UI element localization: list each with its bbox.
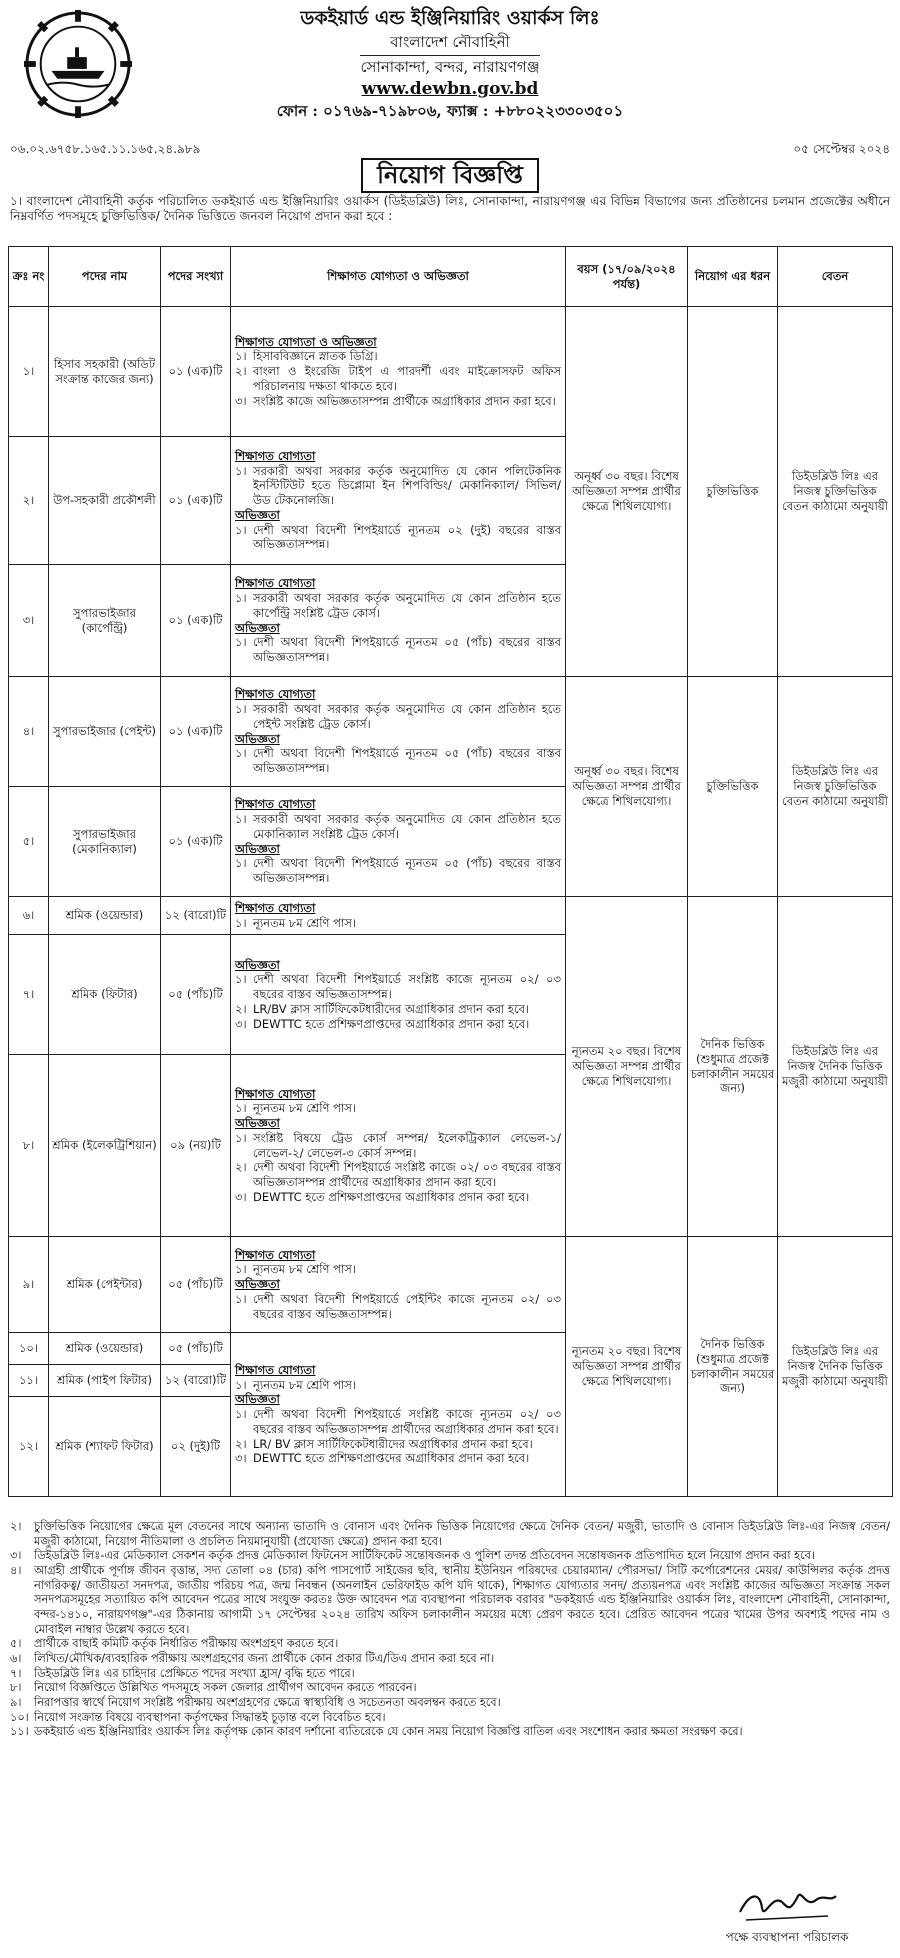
row-post-count: ০১ (এক)টি: [161, 565, 231, 677]
appointment-type-cell: দৈনিক ভিত্তিক (শুধুমাত্র প্রজেক্ট চলাকালীন সময়ের জন্য): [688, 897, 778, 1237]
header-qualification: শিক্ষাগত যোগ্যতা ও অভিজ্ঞতা: [231, 247, 566, 307]
header-appointment-type: নিয়োগ এর ধরন: [688, 247, 778, 307]
qualification-item-text: সংশ্লিষ্ট কাজে অভিজ্ঞতাসম্পন্ন প্রার্থীকে অগ্রাধিকার প্রদান করা হবে।: [253, 393, 556, 408]
qualification-heading: শিক্ষাগত যোগ্যতা: [235, 576, 316, 591]
qualification-item-text: দেশী অথবা বিদেশী শিপইয়ার্ডে সংশ্লিষ্ট কাজে ন্যূনতম ০২/ ০৩ বছরের বাস্তব অভিজ্ঞতাসম্পন্ন।: [253, 972, 561, 1002]
qualification-item-text: ন্যূনতম ৮ম শ্রেণি পাস।: [253, 1262, 357, 1277]
qualification-item-number: ১।: [235, 1407, 247, 1422]
note-text: ডিইডব্লিউ লিঃ-এর মেডিক্যাল সেকশন কর্তৃক প্রদত্ত মেডিক্যাল ফিটনেস সার্টিফিকেট সন্তোষজনক ও পুলিশ তদন্ত প্রতিবেদন সন্তোষজনক প্রতিপাদিত হলে নিয়োগ প্রদান করা হবে।: [34, 1549, 815, 1563]
age-cell: অনূর্ধ্ব ৩০ বছর। বিশেষ অভিজ্ঞতা সম্পন্ন প্রার্থীর ক্ষেত্রে শিথিলযোগ্য।: [566, 307, 688, 677]
dew-logo-icon: [24, 10, 132, 118]
qualification-item: [235, 349, 561, 364]
qualification-item-number: ১।: [235, 522, 247, 537]
letterhead: [0, 0, 900, 122]
qualification-heading: অভিজ্ঞতা: [235, 1392, 280, 1407]
qualification-item-number: ৩।: [235, 1189, 247, 1204]
qualification-item-text: সরকারী অথবা সরকার কর্তৃক অনুমোদিত যে কোন প্রতিষ্ঠান হতে কার্পেন্ট্রি সংশ্লিষ্ট ট্রেড কোর্স।: [253, 591, 561, 620]
signature-block: [702, 1882, 872, 1946]
qualification-item-text: দেশী অথবা বিদেশী শিপইয়ার্ডে সংশ্লিষ্ট কাজে ন্যূনতম ০২/ ০৩ বছরের বাস্তব অভিজ্ঞতাসম্পন্ন প্রার্থীদের অগ্রাধিকার প্রদান করা হবে।: [253, 1407, 561, 1436]
qualification-heading: অভিজ্ঞতা: [235, 1277, 280, 1292]
row-post-name: শ্রমিক (ইলেকট্রিশিয়ান): [49, 1055, 161, 1237]
qualification-heading: অভিজ্ঞতা: [235, 841, 280, 856]
row-post-count: ০২ (দুই)টি: [161, 1397, 231, 1497]
qualification-item-number: ২।: [235, 1160, 247, 1175]
qualification-item-number: ১।: [235, 702, 247, 717]
note-text: নিয়োগ বিজ্ঞপ্তিতে উল্লিখিত পদসমূহে সকল জেলার প্রার্থীগণ আবেদন করতে পারবেন।: [34, 1681, 417, 1695]
qualification-heading: অভিজ্ঞতা: [235, 957, 280, 972]
header-post-name: পদের নাম: [49, 247, 161, 307]
qualification-item: [235, 1378, 561, 1393]
qualification-heading: শিক্ষাগত যোগ্যতা: [235, 1086, 316, 1101]
row-qualification: [231, 787, 566, 897]
row-post-count: ০৫ (পাঁচ)টি: [161, 1237, 231, 1333]
row-qualification: [231, 1055, 566, 1237]
qualification-item: [235, 856, 561, 885]
appointment-type-cell: দৈনিক ভিত্তিক (শুধুমাত্র প্রজেক্ট চলাকালীন সময়ের জন্য): [688, 1237, 778, 1497]
row-post-count: ০১ (এক)টি: [161, 787, 231, 897]
note-text: ডকইয়ার্ড এন্ড ইঞ্জিনিয়ারিং ওয়ার্কস লিঃ কর্তৃপক্ষ কোন কারণ দর্শানো ব্যতিরেকে যে কোন সময় নিয়োগ বিজ্ঞপ্তি বাতিল এবং সংশোধন করার ক্ষমতা সংরক্ষণ করে।: [34, 1725, 743, 1739]
qualification-item-number: ২।: [235, 1436, 247, 1451]
row-serial: ৩।: [9, 565, 49, 677]
note-number: ৫।: [10, 1637, 22, 1651]
row-post-name: সুপারভাইজার (কার্পেন্ট্রি): [49, 565, 161, 677]
qualification-item-text: সরকারী অথবা সরকার কর্তৃক অনুমোদিত যে কোন প্রতিষ্ঠান হতে মেকানিক্যাল সংশ্লিষ্ট ট্রেড কোর্স।: [253, 812, 561, 841]
qualification-item-text: দেশী অথবা বিদেশী শিপইয়ার্ডে ন্যূনতম ০৫ (পাঁচ) বছরের বাস্তব অভিজ্ঞতাসম্পন্ন।: [253, 635, 561, 664]
row-post-count: ১২ (বারো)টি: [161, 1365, 231, 1397]
row-serial: ১১।: [9, 1365, 49, 1397]
row-qualification: [231, 307, 566, 437]
qualification-item: [235, 591, 561, 620]
age-cell: অনূর্ধ্ব ৩০ বছর। বিশেষ অভিজ্ঞতা সম্পন্ন প্রার্থীর ক্ষেত্রে শিথিলযোগ্য।: [566, 677, 688, 897]
qualification-item-text: DEWTTC হতে প্রশিক্ষণপ্রাপ্তদের অগ্রাধিকার প্রদান করা হবে।: [253, 1451, 530, 1466]
age-cell: ন্যূনতম ২০ বছর। বিশেষ অভিজ্ঞতা সম্পন্ন প্রার্থীর ক্ষেত্রে শিথিলযোগ্য।: [566, 1237, 688, 1497]
qualification-item-number: ১।: [235, 1130, 247, 1145]
qualification-item-number: ১।: [235, 915, 247, 930]
qualification-item: [235, 1131, 561, 1160]
qualification-item: [235, 972, 561, 1001]
row-post-count: ০১ (এক)টি: [161, 677, 231, 787]
qualification-item: [235, 812, 561, 841]
website-link[interactable]: www.dewbn.gov.bd: [361, 78, 539, 99]
qualification-item-number: ৩।: [235, 1451, 247, 1466]
row-qualification: [231, 897, 566, 935]
row-serial: ৬।: [9, 897, 49, 935]
row-post-name: শ্রমিক (পেইন্টার): [49, 1237, 161, 1333]
qualification-item-number: ১।: [235, 1262, 247, 1277]
qualification-item: [235, 1101, 561, 1116]
qualification-item: [235, 1002, 561, 1017]
signature-icon: [732, 1882, 842, 1926]
salary-cell: ডিইডব্লিউ লিঃ এর নিজস্ব চুক্তিভিত্তিক বেতন কাঠামো অনুযায়ী: [778, 307, 893, 677]
header-age: বয়স (১৭/০৯/২০২৪ পর্যন্ত): [566, 247, 688, 307]
qualification-heading: অভিজ্ঞতা: [235, 731, 280, 746]
qualification-item: [235, 702, 561, 731]
qualification-item: [235, 523, 561, 552]
qualification-item-number: ২।: [235, 1001, 247, 1016]
qualification-item: [235, 1451, 561, 1466]
salary-cell: ডিইডব্লিউ লিঃ এর নিজস্ব চুক্তিভিত্তিক বেতন কাঠামো অনুযায়ী: [778, 677, 893, 897]
qualification-item-text: দেশী অথবা বিদেশী শিপইয়ার্ডে ন্যূনতম ০২ (দুই) বছরের বাস্তব অভিজ্ঞতাসম্পন্ন।: [253, 522, 561, 552]
note-item: [10, 1667, 890, 1682]
row-qualification: [231, 565, 566, 677]
qualification-item-text: দেশী অথবা বিদেশী শিপইয়ার্ডে সংশ্লিষ্ট কাজে ০২/ ০৩ বছরের বাস্তব অভিজ্ঞতাসম্পন্ন প্রার্থীদের অগ্রাধিকার প্রদান করা হবে।: [253, 1160, 561, 1189]
qualification-item: [235, 1262, 561, 1277]
note-item: [10, 1725, 890, 1740]
qualification-item-text: LR/BV ক্লাস সার্টিফিকেটধারীদের অগ্রাধিকার প্রদান করা হবে।: [253, 1001, 530, 1016]
row-post-name: সুপারভাইজার (পেইন্ট): [49, 677, 161, 787]
qualification-item-text: বাংলা ও ইংরেজি টাইপ এ পারদর্শী এবং মাইক্রোসফট অফিস পরিচালনায় দক্ষতা থাকতে হবে।: [253, 364, 561, 393]
qualification-item: [235, 464, 561, 508]
qualification-item: [235, 1190, 561, 1205]
qualification-item-text: LR/ BV ক্লাস সার্টিফিকেটধারীদের অগ্রাধিকার প্রদান করা হবে।: [253, 1436, 533, 1451]
qualification-item: [235, 1017, 561, 1032]
row-post-name: শ্রমিক (ওয়েন্ডার): [49, 897, 161, 935]
qualification-heading: অভিজ্ঞতা: [235, 507, 280, 522]
memo-number: ০৬.০২.৬৭৫৮.১৬৫.১১.১৬৫.২৪.৯৮৯: [10, 142, 201, 156]
row-qualification: [231, 1333, 566, 1497]
row-serial: ৭।: [9, 935, 49, 1055]
qualification-item-number: ১।: [235, 349, 247, 364]
row-serial: ১২।: [9, 1397, 49, 1497]
row-post-name: উপ-সহকারী প্রকৌশলী: [49, 437, 161, 565]
note-number: ৪।: [10, 1564, 22, 1578]
row-qualification: [231, 677, 566, 787]
qualification-item: [235, 1160, 561, 1189]
note-number: ৩।: [10, 1549, 22, 1563]
row-post-name: শ্রমিক (ফিটার): [49, 935, 161, 1055]
qualification-item: [235, 394, 561, 409]
intro-paragraph: ১। বাংলাদেশ নৌবাহিনী কর্তৃক পরিচালিত ডকইয়ার্ড এন্ড ইঞ্জিনিয়ারিং ওয়ার্কস (ডিইডব্লিউ) লিঃ, সোনাকান্দা, নারায়ণগঞ্জ এর বিভিন্ন বিভাগের জন্য প্রতিষ্ঠানের চলমান প্রজেক্টের অধীনে নিম্নবর্ণিত পদসমূহে চুক্তিভিত্তিক/ দৈনিক ভিত্তিতে জনবল নিয়োগ প্রদান করা হবে :: [10, 194, 890, 224]
row-serial: ৫।: [9, 787, 49, 897]
row-post-name: হিসাব সহকারী (অডিট সংক্রান্ত কাজের জন্য): [49, 307, 161, 437]
notice-title: নিয়োগ বিজ্ঞপ্তি: [361, 158, 539, 193]
note-text: লিখিত/মৌখিক/ব্যবহারিক পরীক্ষায় অংশগ্রহণের জন্য প্রার্থীকে কোন প্রকার টিএ/ডিএ প্রদান করা হবে না।: [34, 1652, 495, 1666]
address: সোনাকান্দা, বন্দর, নারায়ণগঞ্জ: [360, 55, 539, 77]
note-item: [10, 1681, 890, 1696]
row-post-name: শ্রমিক (ওয়েন্ডার): [49, 1333, 161, 1365]
qualification-heading: শিক্ষাগত যোগ্যতা: [235, 900, 316, 915]
note-item: [10, 1711, 890, 1726]
contact-phone: ফোন : ০১৭৬৯-৭১৯৮০৬, ফ্যাক্স : +৮৮০২২৩৩০৩৫০১: [276, 102, 624, 121]
qualification-item-text: ন্যূনতম ৮ম শ্রেণি পাস।: [253, 915, 357, 930]
table-header-row: [9, 247, 893, 307]
qualification-item-number: ১।: [235, 1101, 247, 1116]
signatory-title: পক্ষে ব্যবস্থাপনা পরিচালক: [725, 1930, 849, 1945]
table-row: [9, 1237, 893, 1333]
note-item: [10, 1549, 890, 1564]
qualification-heading: শিক্ষাগত যোগ্যতা ও অভিজ্ঞতা: [235, 334, 377, 349]
header-post-count: পদের সংখ্যা: [161, 247, 231, 307]
qualification-item-text: ন্যূনতম ৮ম শ্রেণি পাস।: [253, 1377, 357, 1392]
qualification-heading: অভিজ্ঞতা: [235, 1116, 280, 1131]
header-serial: ক্রঃ নং: [9, 247, 49, 307]
navy-name: বাংলাদেশ নৌবাহিনী: [390, 33, 510, 52]
qualification-item-number: ১।: [235, 635, 247, 650]
header-salary: বেতন: [778, 247, 893, 307]
row-serial: ৪।: [9, 677, 49, 787]
note-item: [10, 1520, 890, 1549]
qualification-item-number: ১।: [235, 1377, 247, 1392]
row-qualification: [231, 1237, 566, 1333]
qualification-item-number: ১।: [235, 746, 247, 761]
appointment-type-cell: চুক্তিভিত্তিক: [688, 307, 778, 677]
note-item: [10, 1652, 890, 1667]
row-post-count: ০৫ (পাঁচ)টি: [161, 935, 231, 1055]
qualification-item: [235, 1407, 561, 1436]
qualification-item-text: সংশ্লিষ্ট বিষয়ে ট্রেড কোর্স সম্পন্ন/ ইলেকট্রিক্যাল লেভেল-১/ লেভেল-২/ লেভেল-৩ কোর্স সম্পন্ন।: [253, 1130, 561, 1160]
row-serial: ১০।: [9, 1333, 49, 1365]
note-number: ৮।: [10, 1681, 22, 1695]
note-number: ৯।: [10, 1696, 22, 1710]
note-text: নিরাপত্তার স্বার্থে নিয়োগ সংশ্লিষ্ট পরীক্ষায় অংশগ্রহণের ক্ষেত্রে স্বাস্থ্যবিধি ও সচেতনতা অবলম্বন করতে হবে।: [34, 1696, 501, 1710]
row-post-name: শ্রমিক (শ্যাফট ফিটার): [49, 1397, 161, 1497]
qualification-item-text: দেশী অথবা বিদেশী শিপইয়ার্ডে পেইন্টিং কাজে ন্যূনতম ০২/ ০৩ বছরের বাস্তব অভিজ্ঞতাসম্পন্ন।: [253, 1291, 561, 1321]
qualification-item: [235, 364, 561, 393]
qualification-item-text: সরকারী অথবা সরকার কর্তৃক অনুমোদিত যে কোন পলিটেকনিক ইনস্টিটিউট হতে ডিপ্লোমা ইন শিপবিল্ডিং/ মেকানিক্যাল/ সিভিল/ উড টেকনোলজি।: [253, 463, 561, 508]
salary-cell: ডিইডব্লিউ লিঃ এর নিজস্ব দৈনিক ভিত্তিক মজুরী কাঠামো অনুযায়ী: [778, 897, 893, 1237]
row-post-count: ১২ (বারো)টি: [161, 897, 231, 935]
qualification-item: [235, 916, 561, 931]
note-item: [10, 1564, 890, 1637]
row-post-count: ০১ (এক)টি: [161, 437, 231, 565]
note-number: ৬।: [10, 1652, 22, 1666]
note-text: চুক্তিভিত্তিক নিয়োগের ক্ষেত্রে মূল বেতনের সাথে অন্যান্য ভাতাদি ও বোনাস এবং দৈনিক ভিত্তিক নিয়োগের ক্ষেত্রে দৈনিক বেতন/ মজুরী, ভাতাদি ও বোনাস ডিইডব্লিউ লিঃ-এর নিজস্ব বেতন/ মজুরী কাঠামো, নিয়োগ নীতিমালা ও প্রচলিত নিয়মানুযায়ী (প্রযোজ্য ক্ষেত্রে) প্রদান করা হবে।: [34, 1520, 890, 1548]
note-item: [10, 1696, 890, 1711]
qualification-heading: শিক্ষাগত যোগ্যতা: [235, 797, 316, 812]
qualification-item-text: DEWTTC হতে প্রশিক্ষণপ্রাপ্তদের অগ্রাধিকার প্রদান করা হবে।: [253, 1016, 530, 1031]
row-serial: ১।: [9, 307, 49, 437]
note-number: ৭।: [10, 1666, 22, 1680]
qualification-heading: শিক্ষাগত যোগ্যতা: [235, 687, 316, 702]
row-serial: ৮।: [9, 1055, 49, 1237]
note-text: নিয়োগ সংক্রান্ত বিষয়ে ব্যবস্থাপনা কর্তৃপক্ষের সিদ্ধান্তই চূড়ান্ত বলে বিবেচিত হবে।: [34, 1710, 386, 1724]
salary-cell: ডিইডব্লিউ লিঃ এর নিজস্ব দৈনিক ভিত্তিক মজুরী কাঠামো অনুযায়ী: [778, 1237, 893, 1497]
qualification-item-number: ১।: [235, 972, 247, 987]
note-text: প্রার্থীকে বাছাই কমিটি কর্তৃক নির্ধারিত পরীক্ষায় অংশগ্রহণ করতে হবে।: [34, 1637, 339, 1651]
qualification-item-number: ১।: [235, 591, 247, 606]
qualification-heading: শিক্ষাগত যোগ্যতা: [235, 448, 316, 463]
qualification-item-number: ৩।: [235, 393, 247, 408]
row-post-name: সুপারভাইজার (মেকানিক্যাল): [49, 787, 161, 897]
qualification-item-number: ১।: [235, 1291, 247, 1306]
qualification-item-text: দেশী অথবা বিদেশী শিপইয়ার্ডে ন্যূনতম ০৫ (পাঁচ) বছরের বাস্তব অভিজ্ঞতাসম্পন্ন।: [253, 746, 561, 775]
note-item: [10, 1637, 890, 1652]
row-post-count: ০৯ (নয়)টি: [161, 1055, 231, 1237]
qualification-item-text: হিসাববিজ্ঞানে স্নাতক ডিগ্রি।: [253, 349, 378, 364]
qualification-item-number: ১।: [235, 856, 247, 871]
qualification-item-text: দেশী অথবা বিদেশী শিপইয়ার্ডে ন্যূনতম ০৫ (পাঁচ) বছরের বাস্তব অভিজ্ঞতাসম্পন্ন।: [253, 856, 561, 885]
qualification-item-text: DEWTTC হতে প্রশিক্ষণপ্রাপ্তদের অগ্রাধিকার প্রদান করা হবে।: [253, 1189, 530, 1204]
vacancy-table: [8, 246, 893, 1497]
row-serial: ২।: [9, 437, 49, 565]
qualification-item: [235, 635, 561, 664]
note-text: আগ্রহী প্রার্থীকে পূর্ণাঙ্গ জীবন বৃত্তান্ত, সদ্য তোলা ০৪ (চার) কপি পাসপোর্ট সাইজের ছবি, স্থানীয় ইউনিয়ন পরিষদের চেয়ারম্যান/ পৌরসভা/ সিটি কর্পোরেশনের মেয়র/ কাউন্সিলর কর্তৃক প্রদত্ত নাগরিকত্ব/ জাতীয়তা সনদপত্র, জাতীয় পরিচয় পত্র, জন্ম নিবন্ধন (অনলাইন ভেরিফাইড কপি যদি থাকে), শিক্ষাগত যোগ্যতার সনদ/ প্রত্যয়নপত্র এবং সংশ্লিষ্ট কাজের অভিজ্ঞতা সংক্রান্ত সকল সনদপত্রসমূহের সত্যায়িত কপি আবেদন পত্রের সাথে সংযুক্ত করতঃ উক্ত আবেদন পত্র ব্যবস্থাপনা পরিচালক বরাবর "ডকইয়ার্ড এন্ড ইঞ্জিনিয়ারিং ওয়ার্কস লিঃ, বাংলাদেশ নৌবাহিনী, সোনাকান্দা, বন্দর-১৪১০, নারায়ণগঞ্জ"-এর ঠিকানায় আগামী ১৭ সেপ্টেম্বর ২০২৪ তারিখ অফিস চলাকালীন সময়ের মধ্যে প্রেরণ করতে হবে। প্রেরিত আবেদন পত্রের খামের উপর অবশ্যই পদের নাম ও মোবাইল নাম্বার উল্লেখ করতে হবে।: [34, 1564, 890, 1636]
qualification-item-text: ন্যূনতম ৮ম শ্রেণি পাস।: [253, 1101, 357, 1116]
note-number: ১০।: [10, 1710, 29, 1724]
note-number: ২।: [10, 1520, 22, 1533]
table-row: [9, 677, 893, 787]
qualification-item: [235, 1292, 561, 1321]
organization-name: ডকইয়ার্ড এন্ড ইঞ্জিনিয়ারিং ওয়ার্কস লিঃ: [300, 7, 600, 29]
notes-section: [10, 1520, 890, 1740]
qualification-heading: শিক্ষাগত যোগ্যতা: [235, 1247, 316, 1262]
qualification-heading: অভিজ্ঞতা: [235, 620, 280, 635]
row-post-count: ০৫ (পাঁচ)টি: [161, 1333, 231, 1365]
row-post-count: ০১ (এক)টি: [161, 307, 231, 437]
note-number: ১১।: [10, 1725, 29, 1739]
qualification-item-number: ১।: [235, 463, 247, 478]
row-post-name: শ্রমিক (পাইপ ফিটার): [49, 1365, 161, 1397]
qualification-item-number: ৩।: [235, 1016, 247, 1031]
row-qualification: [231, 935, 566, 1055]
qualification-item-number: ২।: [235, 364, 247, 379]
qualification-item: [235, 1437, 561, 1452]
appointment-type-cell: চুক্তিভিত্তিক: [688, 677, 778, 897]
qualification-item-number: ১।: [235, 812, 247, 827]
age-cell: ন্যূনতম ২০ বছর। বিশেষ অভিজ্ঞতা সম্পন্ন প্রার্থীর ক্ষেত্রে শিথিলযোগ্য।: [566, 897, 688, 1237]
table-row: [9, 897, 893, 935]
qualification-item-text: সরকারী অথবা সরকার কর্তৃক অনুমোদিত যে কোন প্রতিষ্ঠান হতে পেইন্ট সংশ্লিষ্ট ট্রেড কোর্স।: [253, 702, 561, 731]
row-qualification: [231, 437, 566, 565]
note-text: ডিইডব্লিউ লিঃ এর চাহিদার প্রেক্ষিতে পদের সংখ্যা হ্রাস/ বৃদ্ধি হতে পারে।: [34, 1666, 355, 1680]
row-serial: ৯।: [9, 1237, 49, 1333]
qualification-item: [235, 746, 561, 775]
qualification-heading: শিক্ষাগত যোগ্যতা: [235, 1362, 316, 1377]
issue-date: ০৫ সেপ্টেম্বর ২০২৪: [793, 142, 890, 156]
table-row: [9, 307, 893, 437]
